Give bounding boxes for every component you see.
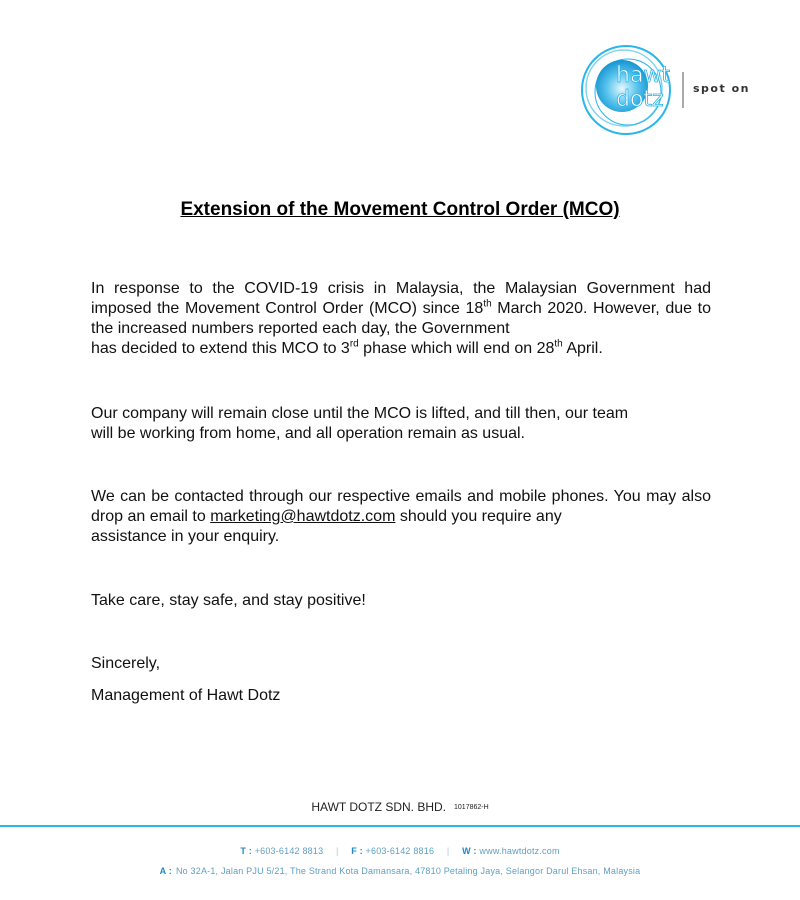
paragraph-company-status — [91, 404, 711, 444]
paragraph2-line1: Our company will remain close until the MCO is lifted, and till then, our team — [91, 405, 629, 422]
paragraph-contact-info — [91, 487, 711, 547]
footer-contacts — [0, 846, 800, 856]
ordinal-suffix: rd — [349, 338, 359, 350]
marketing-email-link[interactable]: marketing@hawtdotz.com — [210, 508, 396, 525]
ordinal-suffix: th — [483, 298, 492, 310]
closing-message: Take care, stay safe, and stay positive! — [91, 592, 366, 609]
company-registration: 1017862-H — [454, 804, 489, 811]
paragraph1-line2-end: March 2020. — [491, 300, 588, 317]
separator: | — [335, 846, 339, 856]
signature: Management of Hawt Dotz — [91, 687, 281, 704]
footer-company — [0, 800, 800, 814]
company-logo — [578, 38, 778, 138]
paragraph3-line2-end: should you require any — [395, 508, 562, 525]
paragraph1-line4-start: has decided to extend this MCO to 3 — [91, 340, 350, 357]
paragraph1-line2-start: had imposed the Movement Control Order (MCO) since 18 — [91, 280, 711, 317]
logo-word-bottom: dotz — [616, 87, 664, 112]
web-label: W : — [462, 846, 477, 856]
footer-address — [0, 866, 800, 876]
paragraph1-line4-middle: phase which will end on 28 — [358, 340, 555, 357]
paragraph-mco-extension — [91, 279, 711, 359]
separator: | — [446, 846, 450, 856]
fax-number: +603-6142 8816 — [365, 846, 435, 856]
paragraph3-line1: We can be contacted through our respective emails and mobile phones. You — [91, 488, 641, 505]
fax-label: F : — [351, 846, 363, 856]
paragraph2-line2: will be working from home, and all operation remain as usual. — [91, 425, 525, 442]
page-title: Extension of the Movement Control Order (MCO) — [180, 199, 620, 220]
ordinal-suffix: th — [554, 338, 563, 350]
paragraph1-line4-end: April. — [562, 340, 603, 357]
company-name: HAWT DOTZ SDN. BHD. — [311, 800, 447, 814]
paragraph3-line3: assistance in your enquiry. — [91, 528, 280, 545]
paragraph3-line2-start: may also drop an email to — [91, 488, 712, 525]
phone-number: +603-6142 8813 — [254, 846, 324, 856]
footer-divider — [0, 825, 800, 827]
address-text: No 32A-1, Jalan PJU 5/21, The Strand Kota Damansara, 47810 Petaling Jaya, Selangor Darul Ehsan, Malaysia — [175, 866, 641, 876]
paragraph1-line1: In response to the COVID-19 crisis in Malaysia, the Malaysian Government — [91, 280, 675, 297]
paragraph1-line3: However, due to the increased numbers reported each day, the Government — [91, 300, 712, 337]
sign-off: Sincerely, — [91, 655, 161, 672]
website-link[interactable]: www.hawtdotz.com — [479, 846, 560, 856]
logo-word-top: hawt — [616, 63, 671, 88]
address-label: A : — [159, 866, 172, 876]
phone-label: T : — [240, 846, 252, 856]
logo-tagline: spot on — [693, 82, 750, 95]
